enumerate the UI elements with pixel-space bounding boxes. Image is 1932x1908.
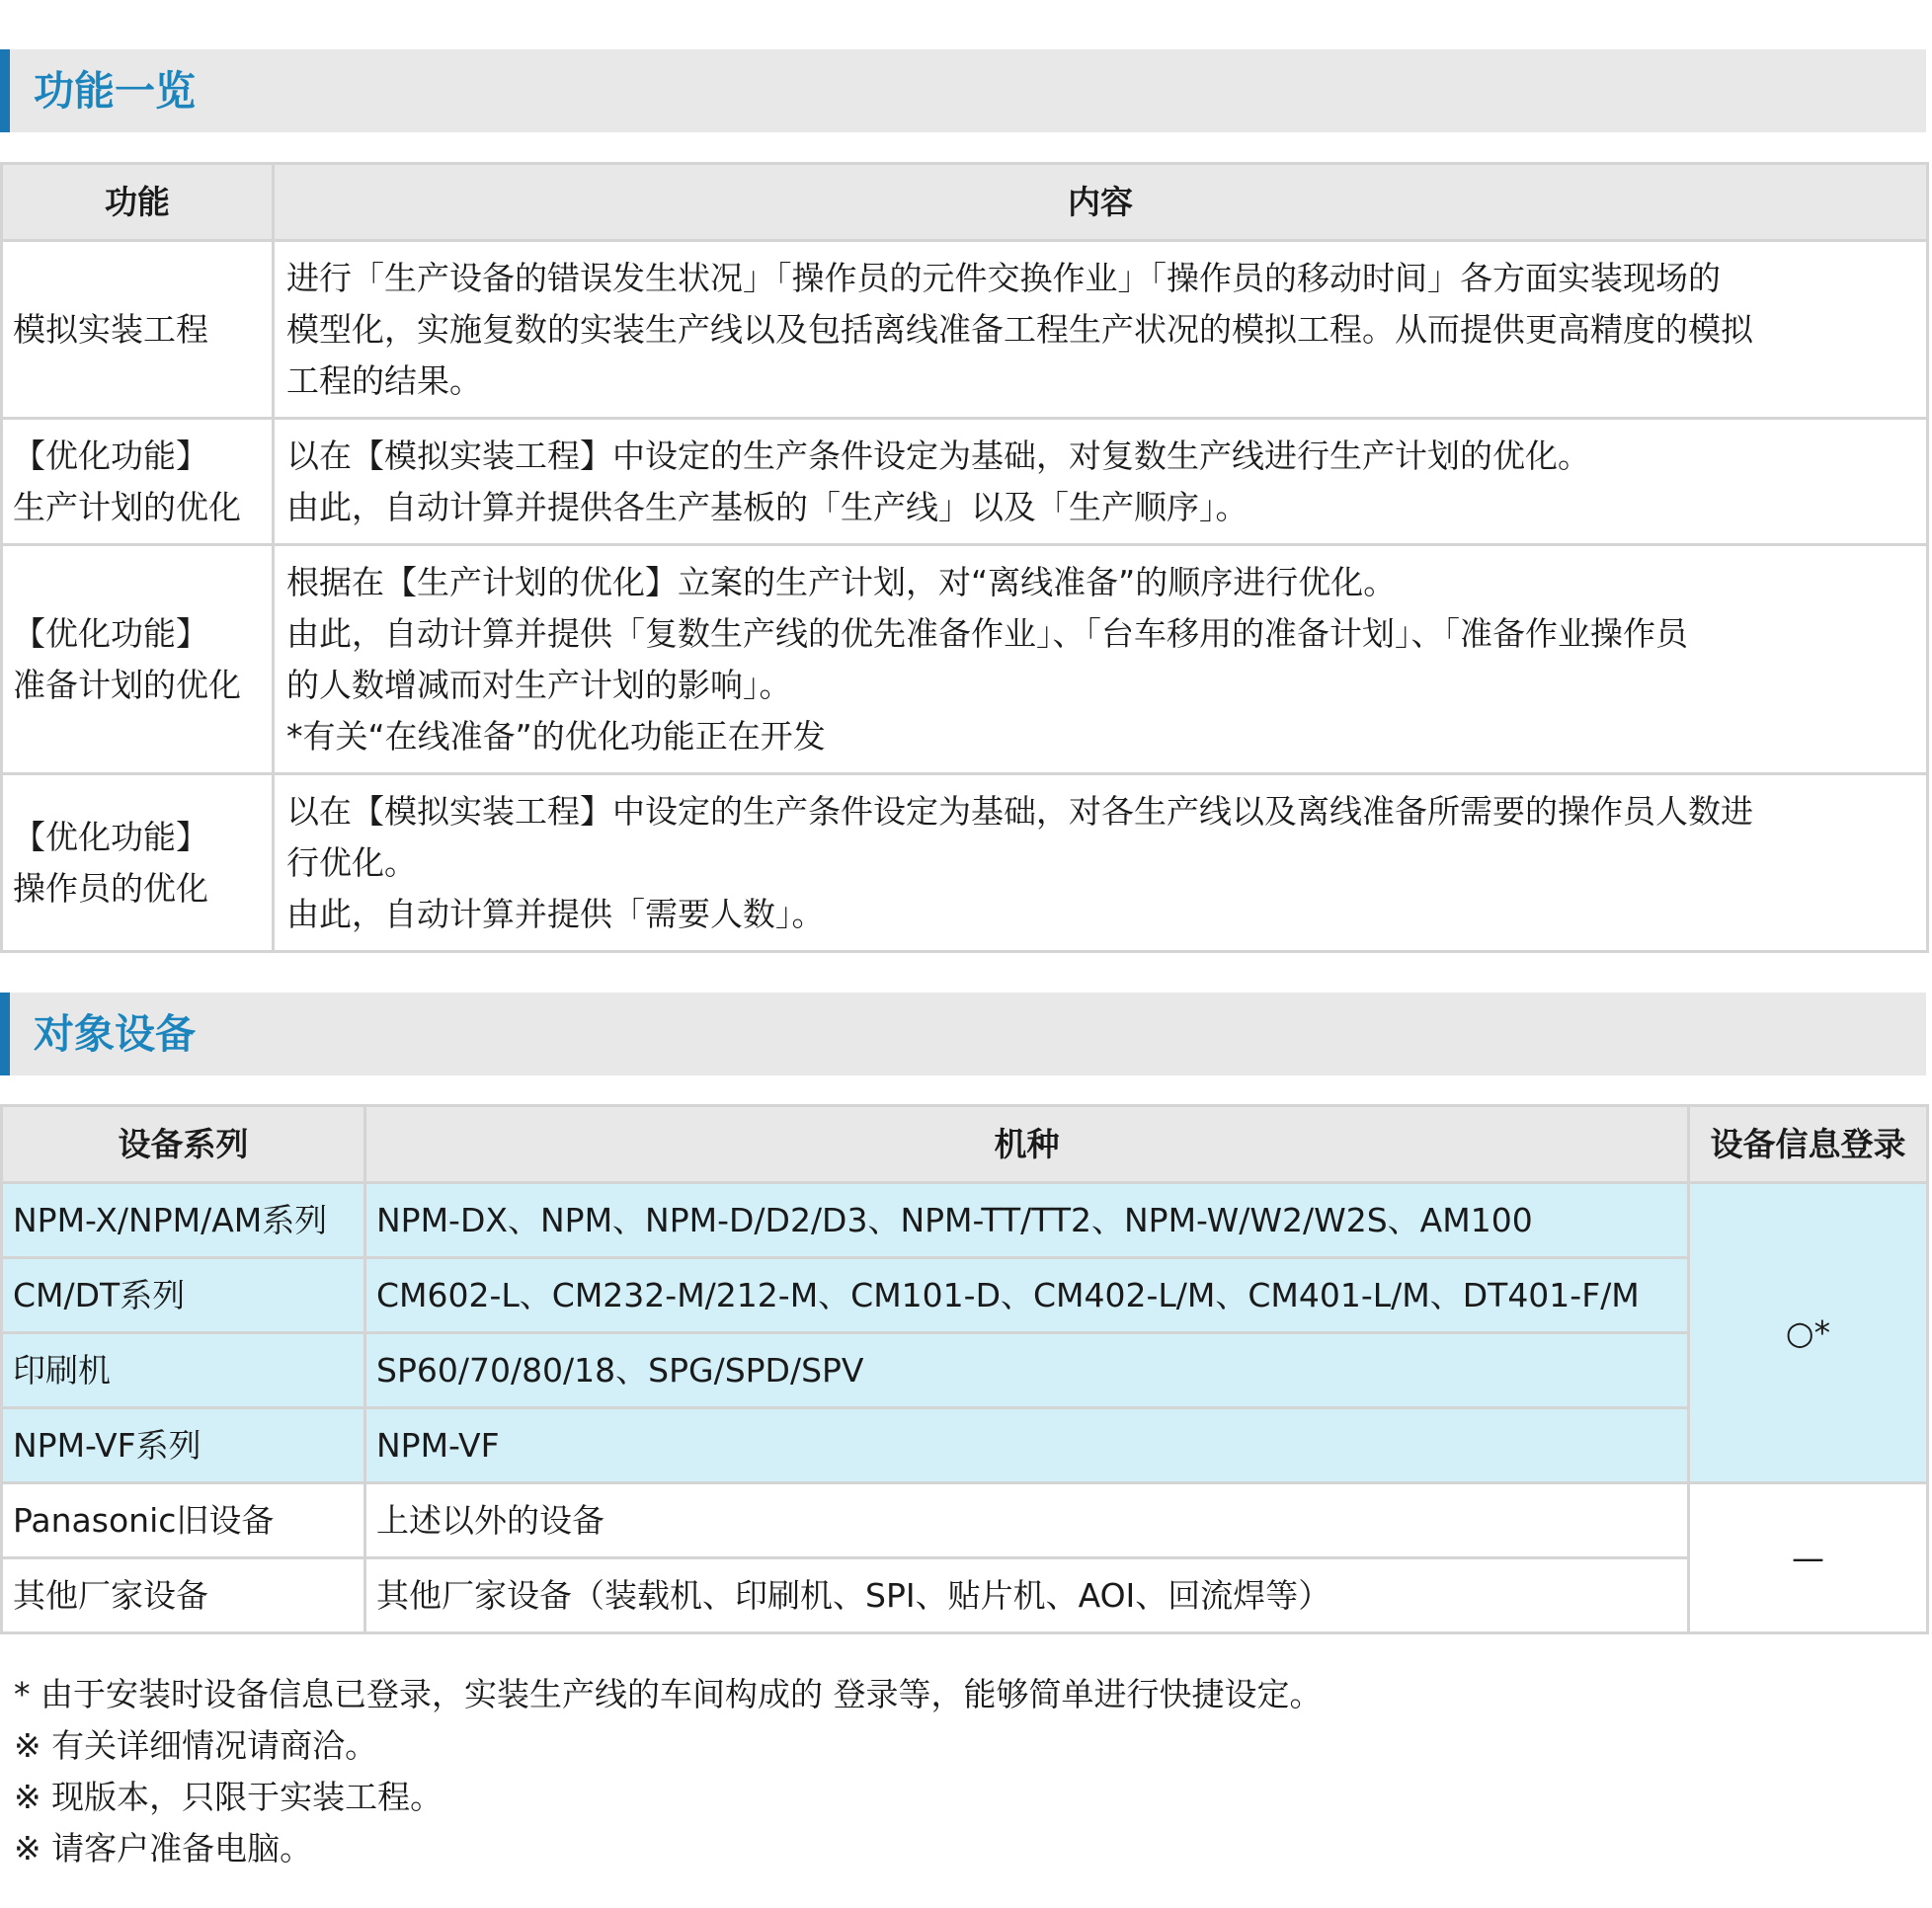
- function-name-line: 【优化功能】: [13, 613, 208, 653]
- series-cell: 其他厂家设备: [2, 1558, 365, 1633]
- table-row: [2, 1258, 1928, 1333]
- function-name-line: 准备计划的优化: [13, 665, 241, 704]
- series-cell: NPM-X/NPM/AM系列: [2, 1183, 365, 1258]
- content-line: *有关“在线准备”的优化功能正在开发: [286, 716, 826, 755]
- model-cell: NPM-DX、NPM、NPM-D/D2/D3、NPM-TT/TT2、NPM-W/W2/W2S、AM100: [365, 1183, 1689, 1258]
- function-name-line: 模拟实装工程: [13, 309, 208, 349]
- functions-table: [0, 162, 1929, 953]
- table-row: [2, 774, 1928, 952]
- function-name-line: 操作员的优化: [13, 868, 208, 908]
- function-content-cell: [274, 241, 1928, 419]
- function-name-cell: [2, 241, 274, 419]
- function-name-cell: [2, 419, 274, 545]
- registration-unsupported-cell: —: [1689, 1483, 1928, 1633]
- model-cell: CM602-L、CM232-M/212-M、CM101-D、CM402-L/M、CM401-L/M、DT401-F/M: [365, 1258, 1689, 1333]
- content-line: 以在【模拟实装工程】中设定的生产条件设定为基础，对复数生产线进行生产计划的优化。: [286, 436, 1590, 475]
- content-column-header: 内容: [274, 164, 1928, 241]
- table-row: [2, 241, 1928, 419]
- footnotes: [14, 1669, 1322, 1874]
- function-column-header: 功能: [2, 164, 274, 241]
- content-line: 由此，自动计算并提供各生产基板的「生产线」以及「生产顺序」。: [286, 487, 1248, 526]
- content-line: 行优化。: [286, 842, 417, 882]
- functions-section-heading: [0, 49, 1926, 132]
- equipment-section-title: 对象设备: [34, 1010, 196, 1058]
- function-content-cell: [274, 419, 1928, 545]
- table-row: [2, 1558, 1928, 1633]
- equipment-section-heading: [0, 993, 1926, 1075]
- registration-column-header: 设备信息登录: [1689, 1106, 1928, 1183]
- model-cell: SP60/70/80/18、SPG/SPD/SPV: [365, 1333, 1689, 1408]
- function-name-cell: [2, 774, 274, 952]
- table-row: [2, 1483, 1928, 1558]
- model-cell: 其他厂家设备（装载机、印刷机、SPI、贴片机、AOI、回流焊等）: [365, 1558, 1689, 1633]
- series-cell: CM/DT系列: [2, 1258, 365, 1333]
- content-line: 进行「生产设备的错误发生状况」「操作员的元件交换作业」「操作员的移动时间」各方面实装现场的: [286, 258, 1721, 297]
- content-line: 以在【模拟实装工程】中设定的生产条件设定为基础，对各生产线以及离线准备所需要的操作员人数进: [286, 791, 1753, 831]
- function-name-cell: [2, 545, 274, 774]
- registration-supported-cell: ○*: [1689, 1183, 1928, 1483]
- content-line: 由此，自动计算并提供「复数生产线的优先准备作业」、「台车移用的准备计划」、「准备作业操作员: [286, 613, 1688, 653]
- series-cell: NPM-VF系列: [2, 1408, 365, 1483]
- equipment-table: [0, 1104, 1929, 1634]
- table-row: [2, 545, 1928, 774]
- function-name-line: 生产计划的优化: [13, 487, 241, 526]
- content-line: 工程的结果。: [286, 360, 482, 400]
- function-content-cell: [274, 545, 1928, 774]
- model-cell: NPM-VF: [365, 1408, 1689, 1483]
- content-line: 模型化，实施复数的实装生产线以及包括离线准备工程生产状况的模拟工程。从而提供更高精度的模拟: [286, 309, 1753, 349]
- model-cell: 上述以外的设备: [365, 1483, 1689, 1558]
- function-name-line: 【优化功能】: [13, 436, 208, 475]
- table-row: [2, 1333, 1928, 1408]
- function-name-line: 【优化功能】: [13, 817, 208, 856]
- functions-section-title: 功能一览: [34, 67, 196, 115]
- functions-table-header-row: [2, 164, 1928, 241]
- table-row: [2, 1408, 1928, 1483]
- model-column-header: 机种: [365, 1106, 1689, 1183]
- content-line: 根据在【生产计划的优化】立案的生产计划，对“离线准备”的顺序进行优化。: [286, 562, 1397, 601]
- equipment-table-header-row: [2, 1106, 1928, 1183]
- series-column-header: 设备系列: [2, 1106, 365, 1183]
- footnote: ※ 请客户准备电脑。: [14, 1829, 313, 1868]
- footnote: * 由于安装时设备信息已登录，实装生产线的车间构成的 登录等，能够简单进行快捷设定。: [14, 1675, 1323, 1713]
- table-row: [2, 419, 1928, 545]
- table-row: [2, 1183, 1928, 1258]
- footnote: ※ 现版本，只限于实装工程。: [14, 1778, 443, 1816]
- series-cell: 印刷机: [2, 1333, 365, 1408]
- content-line: 由此，自动计算并提供「需要人数」。: [286, 894, 825, 933]
- content-line: 的人数增减而对生产计划的影响」。: [286, 665, 792, 704]
- series-cell: Panasonic旧设备: [2, 1483, 365, 1558]
- footnote: ※ 有关详细情况请商洽。: [14, 1726, 378, 1765]
- function-content-cell: [274, 774, 1928, 952]
